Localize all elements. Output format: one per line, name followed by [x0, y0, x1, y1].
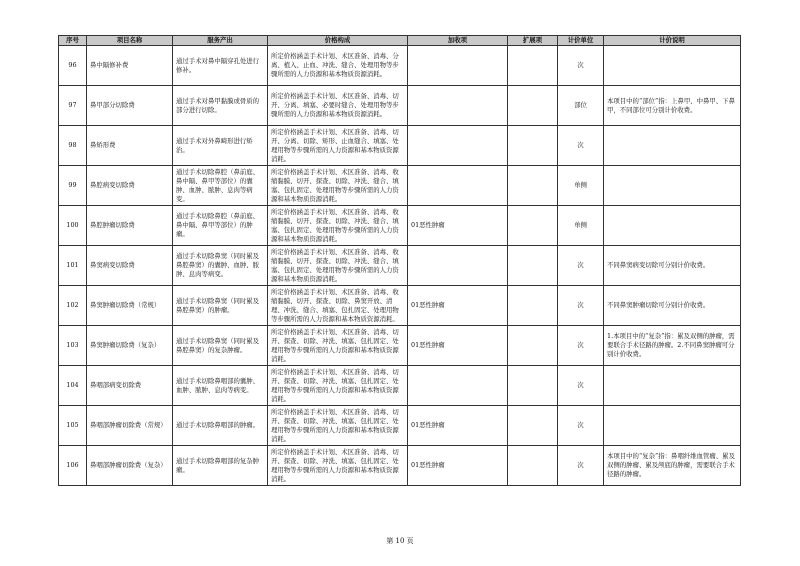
cell-price: 所定价格涵盖手术计划、术区准备、消毒、切开、探查、切除、冲洗、填塞、包扎固定、处理用物等步骤所需的人力资源和基本物质资源消耗。	[268, 326, 408, 366]
cell-price: 所定价格涵盖手术计划、术区准备、消毒、分离、植入、止血、冲洗、缝合、处理用物等步骤所需的人力资源和基本物质资源消耗。	[268, 46, 408, 86]
header-output: 服务产出	[173, 36, 268, 46]
cell-output: 通过手术对鼻甲黏膜或骨质的部分进行切除。	[173, 86, 268, 126]
cell-no: 96	[59, 46, 87, 86]
cell-price: 所定价格涵盖手术计划、术区准备、消毒、切开、探查、切除、冲洗、填塞、包扎固定、处理用物等步骤所需的人力资源和基本物质资源消耗。	[268, 366, 408, 406]
cell-note	[604, 126, 741, 166]
cell-no: 98	[59, 126, 87, 166]
cell-extra: 01恶性肿瘤	[408, 286, 508, 326]
cell-extra: 01恶性肿瘤	[408, 326, 508, 366]
cell-name: 鼻窦病变切除费	[87, 246, 173, 286]
table-row	[59, 326, 741, 366]
cell-extra	[408, 86, 508, 126]
cell-unit: 次	[558, 126, 604, 166]
cell-unit: 次	[558, 326, 604, 366]
cell-name: 鼻中隔修补费	[87, 46, 173, 86]
table-body	[59, 46, 741, 486]
cell-ext	[508, 126, 558, 166]
cell-price: 所定价格涵盖手术计划、术区准备、消毒、切开、分离、填塞、必要时缝合、处理用物等步骤所需的人力资源和基本物质资源消耗。	[268, 86, 408, 126]
cell-unit: 单侧	[558, 206, 604, 246]
cell-unit: 次	[558, 446, 604, 486]
cell-name: 鼻窦肿瘤切除费（常规）	[87, 286, 173, 326]
cell-output: 通过手术对外鼻畸形进行矫治。	[173, 126, 268, 166]
cell-note: 1.本项目中的“复杂”指：累及双侧的肿瘤，需要联合手术径路的肿瘤。2.不同鼻窦肿瘤可分别计价收费。	[604, 326, 741, 366]
cell-price: 所定价格涵盖手术计划、术区准备、消毒、收缩黏膜、切开、探查、切除、冲洗、缝合、填塞、包扎固定、处理用物等步骤所需的人力资源和基本物质资源消耗。	[268, 166, 408, 206]
cell-ext	[508, 206, 558, 246]
cell-output: 通过手术切除鼻腔（鼻前庭、鼻中隔、鼻甲等部位）的囊肿、血肿、脓肿、息肉等病变。	[173, 166, 268, 206]
table-row	[59, 166, 741, 206]
cell-name: 鼻咽部肿瘤切除费（常规）	[87, 406, 173, 446]
table-row	[59, 406, 741, 446]
cell-ext	[508, 406, 558, 446]
table-row	[59, 446, 741, 486]
table-row	[59, 206, 741, 246]
cell-ext	[508, 446, 558, 486]
table-row	[59, 126, 741, 166]
cell-unit: 次	[558, 366, 604, 406]
cell-name: 鼻窦肿瘤切除费（复杂）	[87, 326, 173, 366]
cell-price: 所定价格涵盖手术计划、术区准备、消毒、切开、探查、切除、冲洗、填塞、包扎固定、处理用物等步骤所需的人力资源和基本物质资源消耗。	[268, 406, 408, 446]
cell-no: 105	[59, 406, 87, 446]
cell-note: 不同鼻窦肿瘤切除可分别计价收费。	[604, 286, 741, 326]
cell-no: 102	[59, 286, 87, 326]
cell-output: 通过手术切除鼻窦（同时累及鼻腔鼻窦）的复杂肿瘤。	[173, 326, 268, 366]
header-ext: 扩展项	[508, 36, 558, 46]
cell-no: 101	[59, 246, 87, 286]
cell-extra: 01恶性肿瘤	[408, 206, 508, 246]
cell-price: 所定价格涵盖手术计划、术区准备、消毒、收缩黏膜、切开、探查、切除、冲洗、缝合、填塞、包扎固定、处理用物等步骤所需的人力资源和基本物质资源消耗。	[268, 206, 408, 246]
cell-ext	[508, 86, 558, 126]
cell-output: 通过手术切除鼻咽部的肿瘤。	[173, 406, 268, 446]
table-row	[59, 286, 741, 326]
cell-extra	[408, 246, 508, 286]
cell-ext	[508, 46, 558, 86]
price-table	[58, 35, 741, 486]
cell-price: 所定价格涵盖手术计划、术区准备、消毒、收缩黏膜、切开、探查、切除、冲洗、缝合、填塞、包扎固定、处理用物等步骤所需的人力资源和基本物质资源消耗。	[268, 246, 408, 286]
cell-extra: 01恶性肿瘤	[408, 446, 508, 486]
cell-extra	[408, 126, 508, 166]
cell-no: 106	[59, 446, 87, 486]
header-price: 价格构成	[268, 36, 408, 46]
cell-output: 通过手术切除鼻窦（同时累及鼻腔鼻窦）的囊肿、血肿、脓肿、息肉等病变。	[173, 246, 268, 286]
cell-no: 103	[59, 326, 87, 366]
cell-output: 通过手术切除鼻腔（鼻前庭、鼻中隔、鼻甲等部位）的肿瘤。	[173, 206, 268, 246]
cell-name: 鼻咽部病变切除费	[87, 366, 173, 406]
cell-note	[604, 366, 741, 406]
cell-unit: 部位	[558, 86, 604, 126]
header-no: 序号	[59, 36, 87, 46]
header-extra: 加收项	[408, 36, 508, 46]
cell-price: 所定价格涵盖手术计划、术区准备、消毒、切开、探查、切除、冲洗、填塞、包扎固定、处理用物等步骤所需的人力资源和基本物质资源消耗。	[268, 446, 408, 486]
cell-ext	[508, 366, 558, 406]
cell-extra	[408, 46, 508, 86]
cell-output: 通过手术切除鼻咽部的复杂肿瘤。	[173, 446, 268, 486]
cell-ext	[508, 166, 558, 206]
table-row	[59, 246, 741, 286]
header-note: 计价说明	[604, 36, 741, 46]
table-row	[59, 366, 741, 406]
cell-note	[604, 206, 741, 246]
cell-price: 所定价格涵盖手术计划、术区准备、消毒、收缩黏膜、切开、探查、切除、鼻窦开放、清理、冲洗、缝合、填塞、包扎固定、处理用物等步骤所需的人力资源和基本物质资源消耗。	[268, 286, 408, 326]
cell-extra	[408, 166, 508, 206]
cell-unit: 次	[558, 286, 604, 326]
cell-price: 所定价格涵盖手术计划、术区准备、消毒、切开、分离、切除、矫形、止血缝合、填塞、处理用物等步骤所需的人力资源和基本物质资源消耗。	[268, 126, 408, 166]
cell-no: 97	[59, 86, 87, 126]
cell-output: 通过手术对鼻中隔穿孔处进行修补。	[173, 46, 268, 86]
cell-name: 鼻腔病变切除费	[87, 166, 173, 206]
cell-no: 104	[59, 366, 87, 406]
cell-no: 99	[59, 166, 87, 206]
cell-ext	[508, 246, 558, 286]
table-row	[59, 86, 741, 126]
page-number: 第 10 页	[386, 537, 414, 545]
cell-name: 鼻咽部肿瘤切除费（复杂）	[87, 446, 173, 486]
cell-name: 鼻矫形费	[87, 126, 173, 166]
cell-note	[604, 166, 741, 206]
cell-ext	[508, 326, 558, 366]
cell-unit: 次	[558, 46, 604, 86]
header-name: 项目名称	[87, 36, 173, 46]
cell-output: 通过手术切除鼻咽部的囊肿、血肿、脓肿、息肉等病变。	[173, 366, 268, 406]
cell-note: 本项目中的“部位”指：上鼻甲、中鼻甲、下鼻甲，不同部位可分别计价收费。	[604, 86, 741, 126]
table-header-row	[59, 36, 741, 46]
cell-note	[604, 46, 741, 86]
cell-unit: 单侧	[558, 166, 604, 206]
cell-no: 100	[59, 206, 87, 246]
table-row	[59, 46, 741, 86]
cell-unit: 次	[558, 246, 604, 286]
cell-extra: 01恶性肿瘤	[408, 406, 508, 446]
cell-ext	[508, 286, 558, 326]
header-unit: 计价单位	[558, 36, 604, 46]
cell-unit: 次	[558, 406, 604, 446]
cell-note: 不同鼻窦病变切除可分别计价收费。	[604, 246, 741, 286]
cell-note: 本项目中的“复杂”指：鼻咽纤维血管瘤、累及双侧的肿瘤、累及颅底的肿瘤，需要联合手术径路的肿瘤。	[604, 446, 741, 486]
cell-name: 鼻腔肿瘤切除费	[87, 206, 173, 246]
cell-output: 通过手术切除鼻窦（同时累及鼻腔鼻窦）的肿瘤。	[173, 286, 268, 326]
cell-name: 鼻甲部分切除费	[87, 86, 173, 126]
cell-extra	[408, 366, 508, 406]
cell-note	[604, 406, 741, 446]
